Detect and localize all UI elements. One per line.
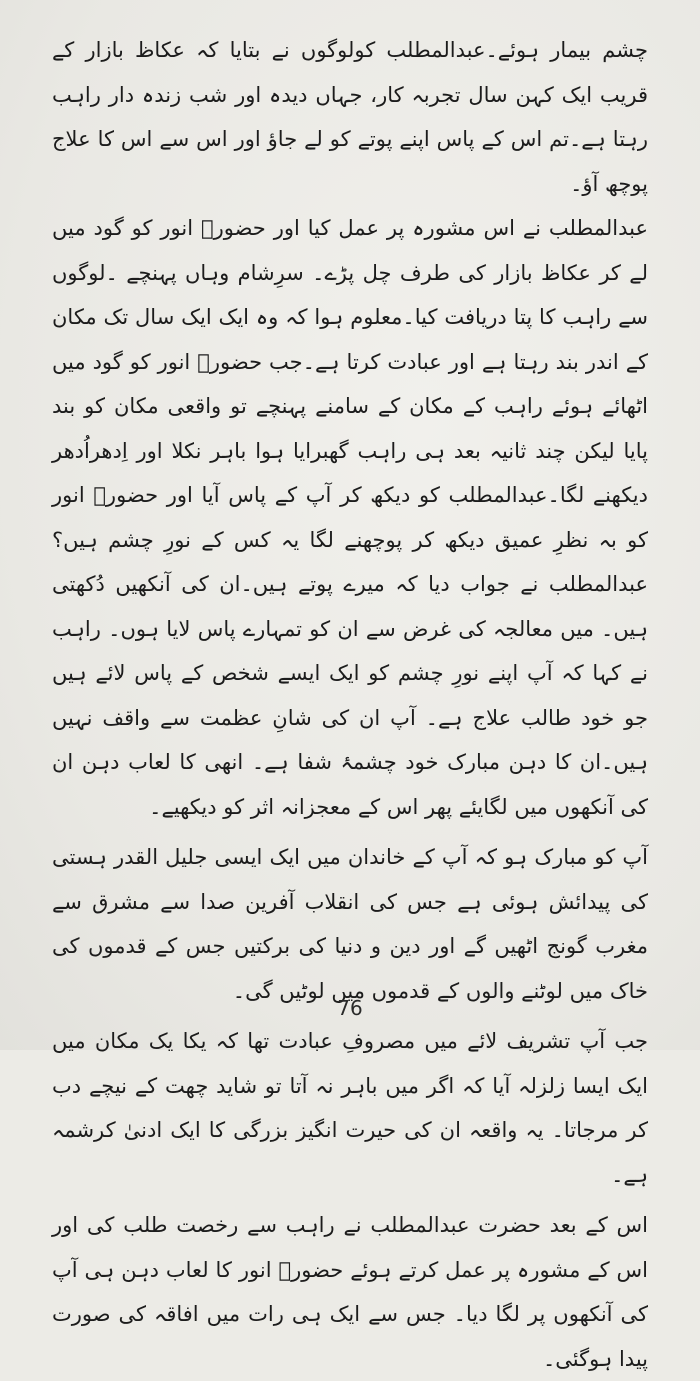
paragraph-5: اس کے بعد حضرت عبدالمطلب نے راہب سے رخصت طلب کی اور اس کے مشورہ پر عمل کرتے ہوئے حضورؐ انور کا لعاب دہن ہی آپ کی آنکھوں پر لگا دیا۔ جس سے ایک ہی رات میں افاقہ کی صورت پیدا ہوگئی۔: [52, 1213, 648, 1371]
paragraph-4: جب آپ تشریف لائے میں مصروفِ عبادت تھا کہ یکا یک مکان میں ایک ایسا زلزلہ آیا کہ اگر میں باہر نہ آتا تو شاید چھت کے نیچے دب کر مرجاتا۔ یہ واقعہ ان کی حیرت انگیز بزرگی کا ایک ادنیٰ کرشمہ ہے۔: [52, 1029, 648, 1187]
paragraph-1: چشم بیمار ہوئے۔عبدالمطلب کولوگوں نے بتایا کہ عکاظ بازار کے قریب ایک کہن سال تجربہ کار، جہاں دیدہ اور شب زندہ دار راہب رہتا ہے۔تم اس کے پاس اپنے پوتے کو لے جاؤ اور اس سے اس کا علاج پوچھ آؤ۔: [52, 38, 648, 196]
paragraph-3: آپ کو مبارک ہو کہ آپ کے خاندان میں ایک ایسی جلیل القدر ہستی کی پیدائش ہوئی ہے جس کی انقلاب آفرین صدا سے مشرق سے مغرب گونج اٹھیں گے اور دین و دنیا کی برکتیں جس کے قدموں کی خاک میں لوٹنے والوں کے قدموں میں لوٹیں گی۔: [52, 845, 648, 1003]
paragraph-2: عبدالمطلب نے اس مشورہ پر عمل کیا اور حضورؐ انور کو گود میں لے کر عکاظ بازار کی طرف چل پڑے۔ سرِشام وہاں پہنچے ۔لوگوں سے راہب کا پتا دریافت کیا۔معلوم ہوا کہ وہ ایک ایک سال تک مکان کے اندر بند رہتا ہے اور عبادت کرتا ہے۔جب حضورؐ انور کو گود میں اٹھائے ہوئے راہب کے مکان کے سامنے پہنچے تو واقعی مکان کو بند پایا لیکن چند ثانیہ بعد ہی راہب گھبرایا ہوا باہر نکلا اور اِدھراُدھر دیکھنے لگا۔عبدالمطلب کو دیکھ کر آپ کے پاس آیا اور حضورؐ انور کو بہ نظرِ عمیق دیکھ کر پوچھنے لگا یہ کس کے نورِ چشم ہیں؟ عبدالمطلب نے جواب دیا کہ میرے پوتے ہیں۔ان کی آنکھیں دُکھتی ہیں۔ میں معالجہ کی غرض سے ان کو تمہارے پاس لایا ہوں۔ راہب نے کہا کہ آپ اپنے نورِ چشم کو ایک ایسے شخص کے پاس لائے ہیں جو خود طالب علاج ہے۔ آپ ان کی شانِ عظمت سے واقف نہیں ہیں۔ان کا دہن مبارک خود چشمۂ شفا ہے۔ انھی کا لعاب دہن ان کی آنکھوں میں لگایئے پھر اس کے معجزانہ اثر کو دیکھیے۔: [52, 216, 648, 819]
page-body-text: [52, 28, 648, 1381]
page-number: 76: [337, 996, 363, 1020]
